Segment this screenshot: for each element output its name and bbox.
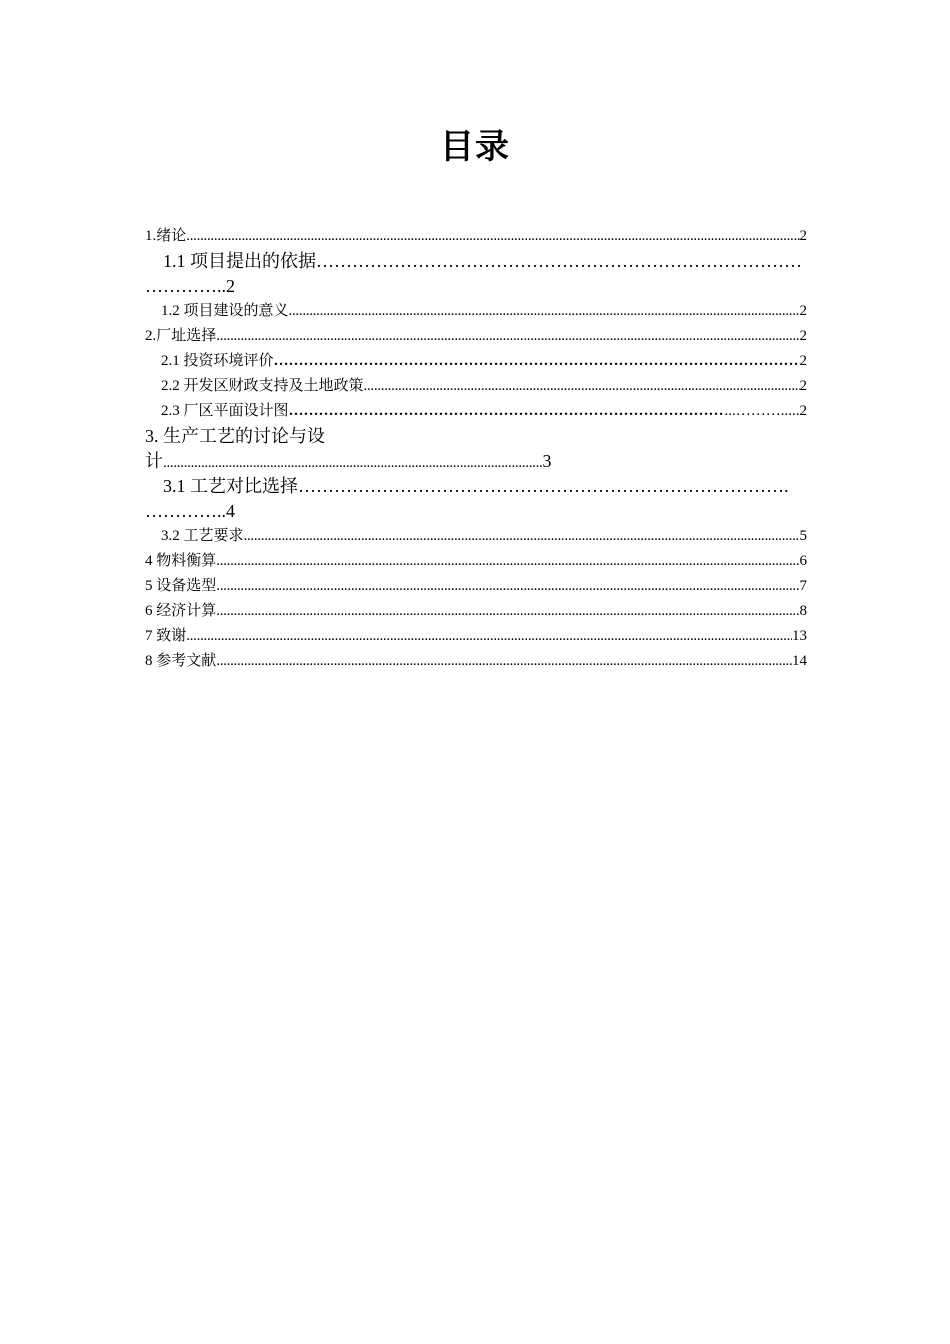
toc-page-number: 2 [799, 353, 807, 369]
toc-page-number: 5 [799, 528, 807, 544]
toc-dot-leader [216, 599, 799, 624]
toc-dot-leader [289, 399, 725, 424]
toc-dot-leader [216, 649, 792, 674]
toc-entry-label: 4 物料衡算 [145, 553, 217, 569]
toc-page-number: 2 [799, 303, 807, 319]
toc-page-number: 2 [799, 403, 807, 419]
toc-dot-leader: ……………………………………………………………………… [316, 251, 802, 271]
toc-entry-label: 8 参考文献 [145, 653, 217, 669]
toc-entry-label: 2.1 投资环境评价 [161, 353, 274, 369]
toc-entry-label: 7 致谢 [145, 628, 187, 644]
toc-page-number: 2 [799, 328, 807, 344]
toc-page-number: 2 [226, 276, 235, 296]
toc-dot-leader [216, 549, 799, 574]
toc-entry-label: 2.3 厂区平面设计图 [161, 403, 289, 419]
toc-page-number: 3 [542, 451, 552, 471]
toc-entry-label: 1.1 项目提出的依据 [163, 251, 316, 271]
toc-entry-label: 2.2 开发区财政支持及土地政策 [161, 378, 364, 394]
toc-dot-leader: ………………………………………………………………………. [298, 476, 789, 496]
toc-page-number: 2 [799, 378, 807, 394]
toc-dot-leader [216, 324, 799, 349]
toc-entry-2-3[interactable] [145, 399, 807, 424]
toc-page-number: 7 [799, 578, 807, 594]
toc-entry-1-1[interactable] [145, 249, 807, 299]
toc-entry-label: 3. 生产工艺的讨论与设 [145, 426, 325, 446]
toc-dot-leader [186, 624, 792, 649]
toc-entry-2[interactable] [145, 324, 807, 349]
page-title: 目录 [440, 127, 510, 167]
toc-dot-leader-tail: ...………..... [724, 403, 800, 419]
toc-page-number: 14 [792, 653, 807, 669]
toc-entry-3-1[interactable] [145, 474, 807, 524]
toc-entry-2-1[interactable] [145, 349, 807, 374]
toc-entry-3[interactable] [145, 424, 807, 474]
toc-entry-4[interactable] [145, 549, 807, 574]
toc-entry-label: 3.1 工艺对比选择 [163, 476, 298, 496]
table-of-contents [145, 224, 807, 674]
toc-entry-label: 3.2 工艺要求 [161, 528, 244, 544]
toc-entry-6[interactable] [145, 599, 807, 624]
toc-page-number: 4 [226, 501, 235, 521]
toc-dot-leader: ………….. [145, 501, 226, 521]
toc-entry-label: 6 经济计算 [145, 603, 217, 619]
toc-entry-2-2[interactable] [145, 374, 807, 399]
toc-entry-label: 1.绪论 [145, 228, 187, 244]
toc-entry-label: 1.2 项目建设的意义 [161, 303, 289, 319]
toc-entry-label: 5 设备选型 [145, 578, 217, 594]
toc-dot-leader [216, 574, 799, 599]
toc-dot-leader [364, 374, 800, 399]
toc-page-number: 8 [799, 603, 807, 619]
toc-page-number: 13 [792, 628, 807, 644]
toc-dot-leader [244, 524, 800, 549]
toc-dot-leader: .............................................................................................................. [163, 455, 543, 471]
toc-entry-7[interactable] [145, 624, 807, 649]
toc-page-number: 6 [799, 553, 807, 569]
toc-entry-1-2[interactable] [145, 299, 807, 324]
toc-dot-leader [289, 299, 800, 324]
toc-entry-label: 2.厂址选择 [145, 328, 217, 344]
toc-entry-1[interactable] [145, 224, 807, 249]
toc-entry-label-continued: 计 [145, 451, 163, 471]
toc-dot-leader [186, 224, 799, 249]
toc-dot-leader: ………….. [145, 276, 226, 296]
toc-entry-5[interactable] [145, 574, 807, 599]
toc-entry-3-2[interactable] [145, 524, 807, 549]
toc-dot-leader [274, 349, 800, 374]
toc-entry-8[interactable] [145, 649, 807, 674]
toc-page-number: 2 [799, 228, 807, 244]
